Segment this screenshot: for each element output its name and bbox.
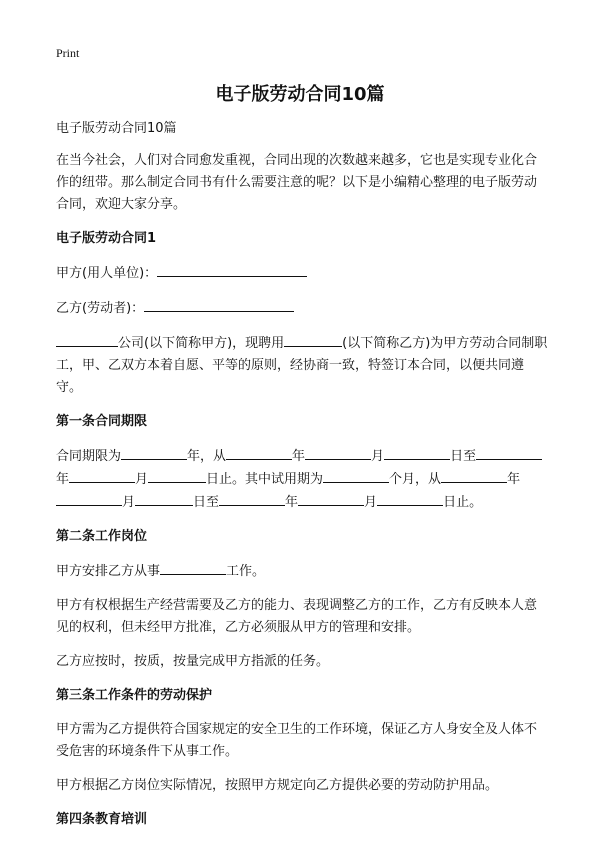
article-2-paragraph-1 — [56, 560, 548, 583]
term-text: 月 — [122, 495, 136, 510]
employee-blank — [284, 332, 342, 347]
document-title: 电子版劳动合同10篇 — [215, 84, 385, 105]
company-text-1: 公司(以下简称甲方)，现聘用 — [118, 336, 285, 351]
term-text: 日止。其中试用期为 — [206, 472, 324, 487]
blank — [476, 445, 542, 460]
company-text-2: (以下简称乙方)为甲方劳动合同制职工，甲、乙双方本着自愿、平等的原则，经协商一致，特签订本合同，以便共同遵守。 — [56, 336, 548, 395]
blank — [323, 468, 389, 483]
term-text: 月 — [135, 472, 149, 487]
term-text: 日止。 — [443, 495, 483, 510]
job-blank — [160, 560, 226, 575]
job-text: 工作。 — [226, 564, 266, 579]
article-2-paragraph-3: 乙方应按时，按质，按量完成甲方指派的任务。 — [56, 654, 330, 669]
party-a-label: 甲方(用人单位)： — [56, 266, 158, 281]
blank — [305, 445, 371, 460]
term-text: 个月，从 — [389, 472, 442, 487]
article-4-heading: 第四条教育培训 — [56, 812, 148, 827]
blank — [219, 491, 285, 506]
article-1-paragraph — [56, 445, 548, 514]
party-a-line — [56, 262, 548, 285]
term-text: 年 — [56, 472, 70, 487]
blank — [226, 445, 292, 460]
article-1-heading: 第一条合同期限 — [56, 414, 148, 429]
term-text: 年 — [292, 449, 306, 464]
term-text: 合同期限为 — [56, 449, 122, 464]
article-2-heading: 第二条工作岗位 — [56, 529, 148, 544]
document-body — [56, 118, 548, 843]
term-text: 年 — [285, 495, 299, 510]
blank — [69, 468, 135, 483]
blank — [56, 491, 122, 506]
document-subtitle: 电子版劳动合同10篇 — [56, 121, 177, 136]
blank — [121, 445, 187, 460]
term-text: 月 — [364, 495, 378, 510]
blank — [384, 445, 450, 460]
term-text: 月 — [371, 449, 385, 464]
article-3-paragraph-2: 甲方根据乙方岗位实际情况，按照甲方规定向乙方提供必要的劳动防护用品。 — [56, 778, 499, 793]
blank — [441, 468, 507, 483]
print-label: Print — [56, 46, 80, 60]
company-paragraph — [56, 332, 548, 399]
term-text: 日至 — [193, 495, 220, 510]
company-blank — [56, 332, 118, 347]
party-a-blank — [157, 262, 307, 277]
term-text: 年，从 — [187, 449, 227, 464]
contract-heading: 电子版劳动合同1 — [56, 231, 157, 246]
blank — [377, 491, 443, 506]
article-3-heading: 第三条工作条件的劳动保护 — [56, 688, 213, 703]
party-b-label: 乙方(劳动者)： — [56, 301, 145, 316]
party-b-line — [56, 297, 548, 320]
intro-paragraph: 在当今社会，人们对合同愈发重视，合同出现的次数越来越多，它也是实现专业化合作的纽带。那么制定合同书有什么需要注意的呢？以下是小编精心整理的电子版劳动合同，欢迎大家分享。 — [56, 153, 538, 212]
party-b-blank — [144, 297, 294, 312]
blank — [298, 491, 364, 506]
article-3-paragraph-1: 甲方需为乙方提供符合国家规定的安全卫生的工作环境，保证乙方人身安全及人体不受危害的环境条件下从事工作。 — [56, 722, 538, 759]
article-2-paragraph-2: 甲方有权根据生产经营需要及乙方的能力、表现调整乙方的工作，乙方有反映本人意见的权利，但未经甲方批准，乙方必须服从甲方的管理和安排。 — [56, 598, 538, 635]
job-text: 甲方安排乙方从事 — [56, 564, 161, 579]
blank — [148, 468, 206, 483]
term-text: 日至 — [450, 449, 477, 464]
term-text: 年 — [507, 472, 521, 487]
blank — [135, 491, 193, 506]
